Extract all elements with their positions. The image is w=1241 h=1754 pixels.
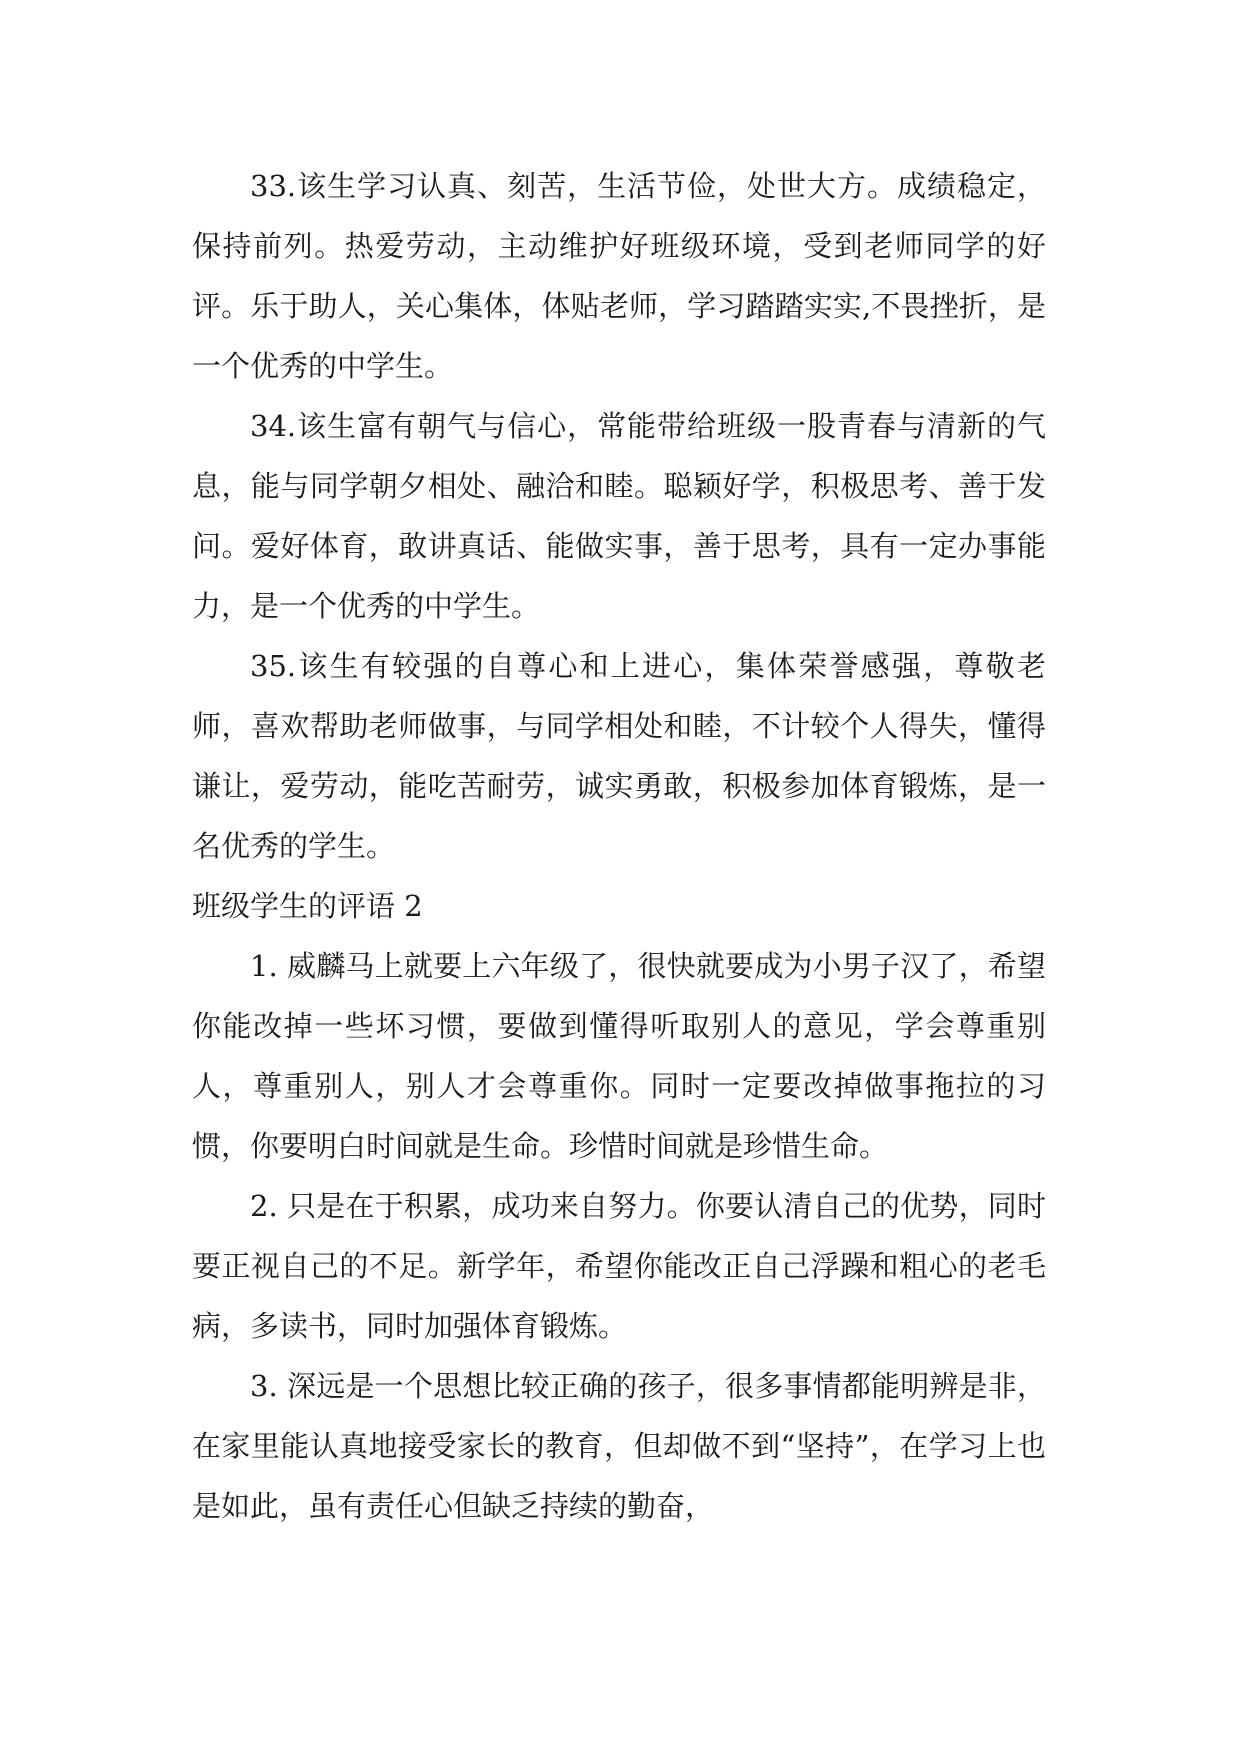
comment-paragraph-33: 33.该生学习认真、刻苦，生活节俭，处世大方。成绩稳定，保持前列。热爱劳动，主动维护好班级环境，受到老师同学的好评。乐于助人，关心集体，体贴老师，学习踏踏实实,不畏挫折，是一个优秀的中学生。 [192,169,1046,383]
document-page [192,156,1046,1536]
comment-paragraph-1: 1. 威麟马上就要上六年级了，很快就要成为小男子汉了，希望你能改掉一些坏习惯，要做到懂得听取别人的意见，学会尊重别人，尊重别人，别人才会尊重你。同时一定要改掉做事拖拉的习惯，你要明白时间就是生命。珍惜时间就是珍惜生命。 [192,949,1046,1163]
section-heading: 班级学生的评语 2 [192,889,423,923]
comment-paragraph-3: 3. 深远是一个思想比较正确的孩子，很多事情都能明辨是非，在家里能认真地接受家长的教育，但却做不到“坚持”，在学习上也是如此，虽有责任心但缺乏持续的勤奋， [192,1369,1046,1523]
comment-paragraph-34: 34.该生富有朝气与信心，常能带给班级一股青春与清新的气息，能与同学朝夕相处、融洽和睦。聪颖好学，积极思考、善于发问。爱好体育，敢讲真话、能做实事，善于思考，具有一定办事能力，是一个优秀的中学生。 [192,409,1046,623]
comment-paragraph-35: 35.该生有较强的自尊心和上进心，集体荣誉感强，尊敬老师，喜欢帮助老师做事，与同学相处和睦，不计较个人得失，懂得谦让，爱劳动，能吃苦耐劳，诚实勇敢，积极参加体育锻炼，是一名优秀的学生。 [192,649,1046,863]
comment-paragraph-2: 2. 只是在于积累，成功来自努力。你要认清自己的优势，同时要正视自己的不足。新学年，希望你能改正自己浮躁和粗心的老毛病，多读书，同时加强体育锻炼。 [192,1189,1046,1343]
